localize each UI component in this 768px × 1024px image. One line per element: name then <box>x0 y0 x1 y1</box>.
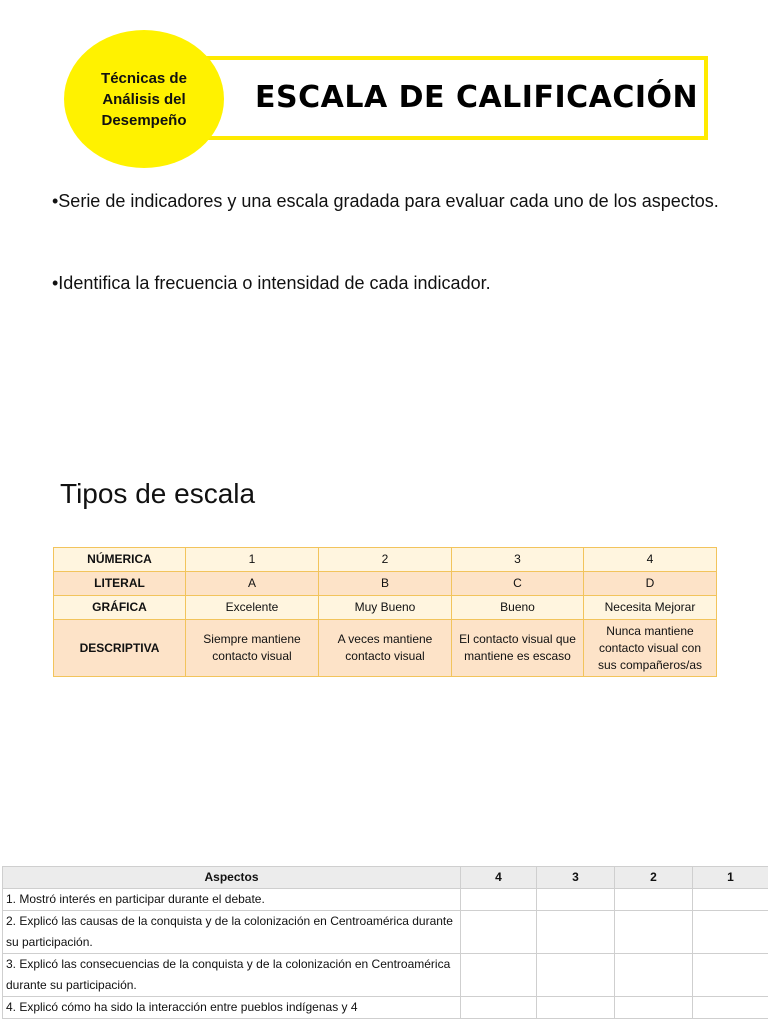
circle-label: Técnicas de Análisis del Desempeño <box>101 69 187 129</box>
rubric-table <box>2 866 768 1019</box>
aspect-cell: 4. Explicó cómo ha sido la interacción entre pueblos indígenas y 4 <box>3 997 461 1019</box>
score-cell[interactable] <box>693 911 768 954</box>
score-cell[interactable] <box>615 954 693 997</box>
score-cell[interactable] <box>461 911 537 954</box>
aspect-cell: 2. Explicó las causas de la conquista y de la colonización en Centroamérica durante su participación. <box>3 911 461 954</box>
section-circle <box>64 30 224 168</box>
table-row <box>3 889 768 911</box>
score-cell[interactable] <box>615 889 693 911</box>
table-cell: Muy Bueno <box>319 596 452 620</box>
table-row <box>54 548 717 572</box>
table-row <box>54 572 717 596</box>
score-cell[interactable] <box>537 997 615 1019</box>
row-label: NÚMERICA <box>54 548 186 572</box>
table-row <box>54 620 717 677</box>
table-row <box>3 997 768 1019</box>
table-cell: D <box>584 572 717 596</box>
column-header: 1 <box>693 867 768 889</box>
column-header: 4 <box>461 867 537 889</box>
table-cell: El contacto visual que mantiene es escaso <box>452 620 584 677</box>
score-cell[interactable] <box>461 954 537 997</box>
score-cell[interactable] <box>693 889 768 911</box>
table-row <box>54 596 717 620</box>
table-cell: Nunca mantiene contacto visual con sus compañeros/as <box>584 620 717 677</box>
score-cell[interactable] <box>461 997 537 1019</box>
table-cell: Necesita Mejorar <box>584 596 717 620</box>
column-header: 3 <box>537 867 615 889</box>
scale-types-table <box>53 547 717 677</box>
score-cell[interactable] <box>537 911 615 954</box>
aspect-cell: 3. Explicó las consecuencias de la conquista y de la colonización en Centroamérica durante su participación. <box>3 954 461 997</box>
row-label: DESCRIPTIVA <box>54 620 186 677</box>
page-title: ESCALA DE CALIFICACIÓN <box>255 80 699 115</box>
table-cell: Excelente <box>186 596 319 620</box>
column-header: Aspectos <box>3 867 461 889</box>
table-cell: 1 <box>186 548 319 572</box>
score-cell[interactable] <box>461 889 537 911</box>
aspect-cell: 1. Mostró interés en participar durante el debate. <box>3 889 461 911</box>
row-label: LITERAL <box>54 572 186 596</box>
score-cell[interactable] <box>537 889 615 911</box>
table-cell: Bueno <box>452 596 584 620</box>
table-cell: C <box>452 572 584 596</box>
column-header: 2 <box>615 867 693 889</box>
score-cell[interactable] <box>693 954 768 997</box>
score-cell[interactable] <box>615 997 693 1019</box>
table-cell: Siempre mantiene contacto visual <box>186 620 319 677</box>
table-cell: 3 <box>452 548 584 572</box>
section-title: Tipos de escala <box>60 478 256 509</box>
bullet-1: •Serie de indicadores y una escala gradada para evaluar cada uno de los aspectos. <box>52 191 719 211</box>
table-row <box>3 954 768 997</box>
table-cell: 2 <box>319 548 452 572</box>
score-cell[interactable] <box>693 997 768 1019</box>
table-header-row <box>3 867 768 889</box>
score-cell[interactable] <box>537 954 615 997</box>
bullet-2: •Identifica la frecuencia o intensidad de cada indicador. <box>52 273 491 293</box>
score-cell[interactable] <box>615 911 693 954</box>
row-label: GRÁFICA <box>54 596 186 620</box>
table-cell: A veces mantiene contacto visual <box>319 620 452 677</box>
table-cell: 4 <box>584 548 717 572</box>
table-row <box>3 911 768 954</box>
table-cell: A <box>186 572 319 596</box>
table-cell: B <box>319 572 452 596</box>
